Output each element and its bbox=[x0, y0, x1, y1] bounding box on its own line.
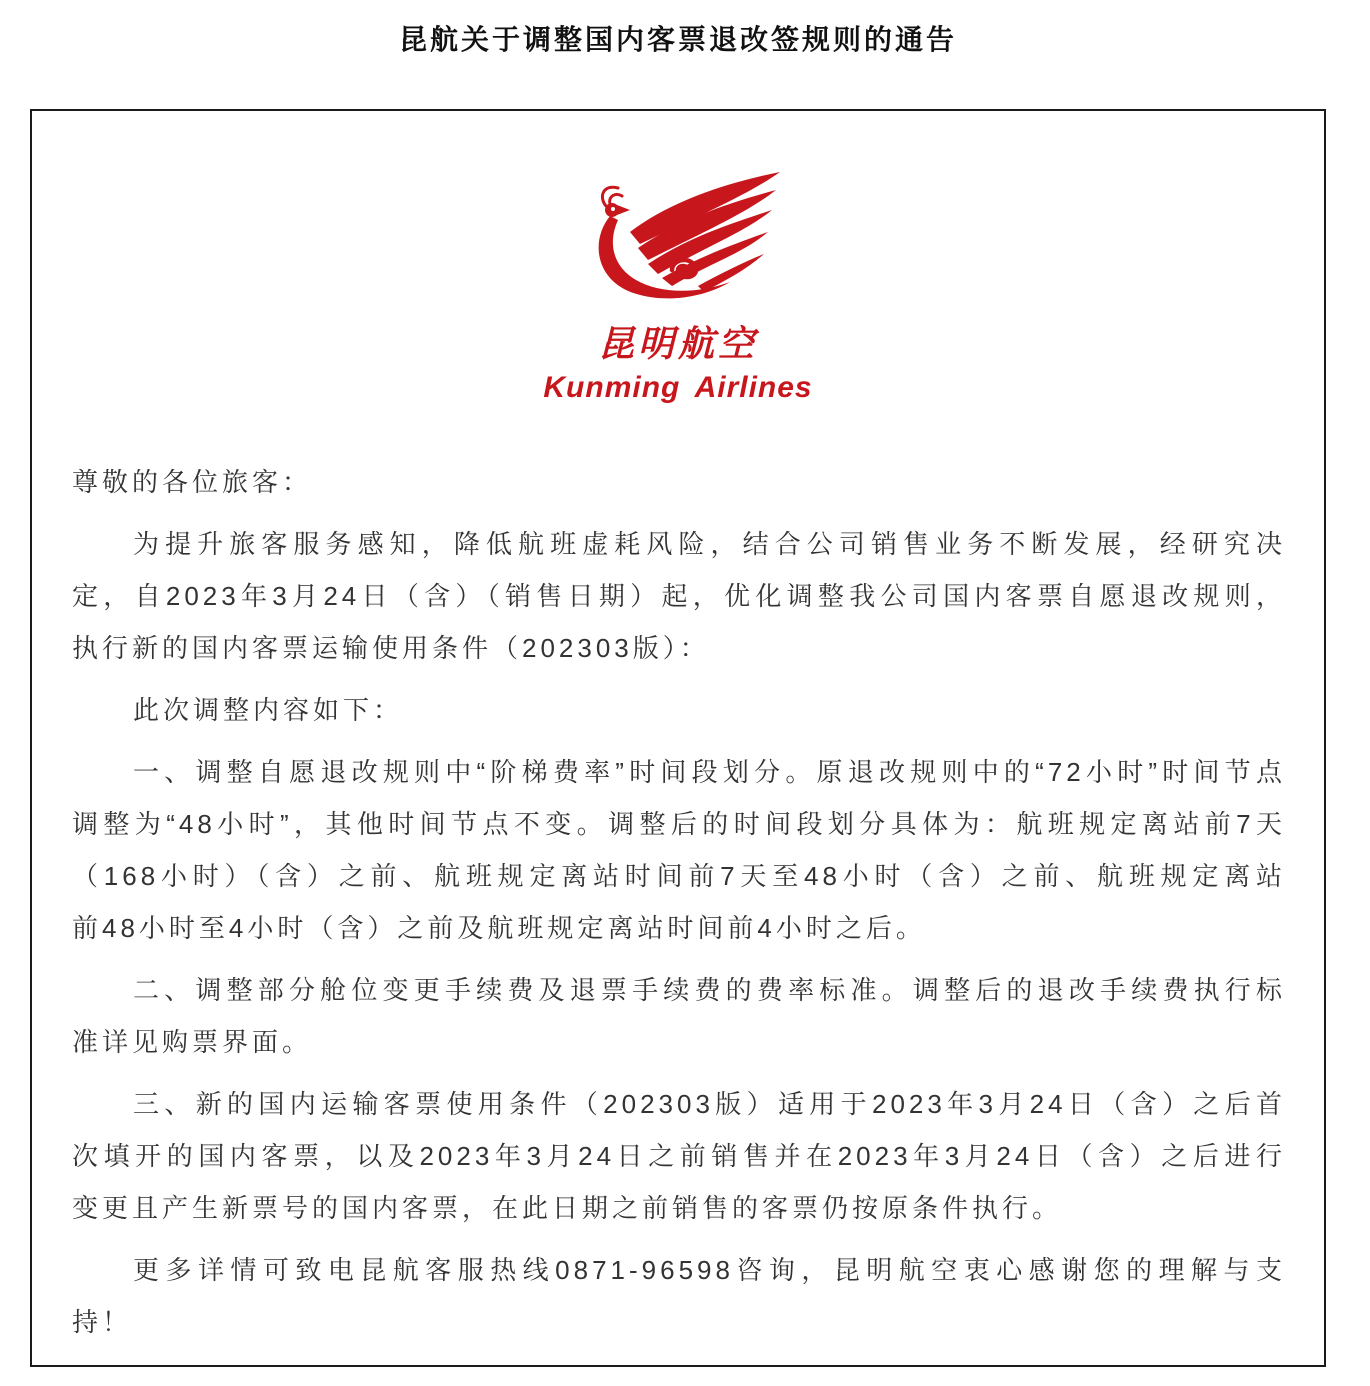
phoenix-logo-icon bbox=[580, 170, 782, 304]
paragraph-line: 次填开的国内客票，以及2023年3月24日之前销售并在2023年3月24日（含）之后进行 bbox=[72, 1141, 1286, 1171]
logo-crest bbox=[610, 194, 622, 204]
notice-paragraph bbox=[72, 964, 1286, 1068]
notice-paragraph bbox=[72, 1244, 1286, 1348]
notice-paragraph bbox=[72, 1078, 1286, 1234]
notice-paragraph bbox=[72, 684, 1286, 736]
paragraph-line: 更多详情可致电昆航客服热线0871-96598咨询，昆明航空衷心感谢您的理解与支 bbox=[133, 1255, 1286, 1285]
notice-paragraph bbox=[72, 518, 1286, 674]
notice-box bbox=[30, 109, 1326, 1367]
paragraph-line: 定，自2023年3月24日（含）（销售日期）起，优化调整我公司国内客票自愿退改规则， bbox=[72, 581, 1286, 611]
paragraph-line: 调整为“48小时”，其他时间节点不变。调整后的时间段划分具体为：航班规定离站前7天 bbox=[72, 809, 1286, 839]
logo-beak bbox=[617, 205, 630, 215]
paragraph-line: 此次调整内容如下： bbox=[133, 695, 404, 725]
paragraph-line: 三、新的国内运输客票使用条件（202303版）适用于2023年3月24日（含）之后首 bbox=[133, 1089, 1286, 1119]
page-title: 昆航关于调整国内客票退改签规则的通告 bbox=[398, 24, 957, 55]
paragraph-line: 持！ bbox=[72, 1307, 133, 1337]
paragraph-line: 一、调整自愿退改规则中“阶梯费率”时间段划分。原退改规则中的“72小时”时间节点 bbox=[133, 757, 1286, 787]
paragraph-line: 执行新的国内客票运输使用条件（202303版）： bbox=[72, 633, 710, 663]
paragraph-line: 为提升旅客服务感知，降低航班虚耗风险，结合公司销售业务不断发展，经研究决 bbox=[133, 529, 1286, 559]
salutation: 尊敬的各位旅客： bbox=[72, 467, 313, 497]
paragraph-line: 二、调整部分舱位变更手续费及退票手续费的费率标准。调整后的退改手续费执行标 bbox=[133, 975, 1286, 1005]
paragraph-line: （168小时）（含）之前、航班规定离站时间前7天至48小时（含）之前、航班规定离站 bbox=[72, 861, 1286, 891]
logo-name-en: Kunming Airlines bbox=[543, 371, 813, 404]
logo-name-cn: 昆明航空 bbox=[597, 324, 758, 365]
paragraph-line: 前48小时至4小时（含）之前及航班规定离站时间前4小时之后。 bbox=[72, 913, 926, 943]
notice-body bbox=[72, 456, 1286, 1358]
logo-feather bbox=[630, 172, 780, 244]
logo-eye bbox=[611, 207, 615, 211]
paragraph-line: 变更且产生新票号的国内客票，在此日期之前销售的客票仍按原条件执行。 bbox=[72, 1193, 1063, 1223]
paragraph-line: 准详见购票界面。 bbox=[72, 1027, 313, 1057]
notice-paragraph bbox=[72, 746, 1286, 954]
